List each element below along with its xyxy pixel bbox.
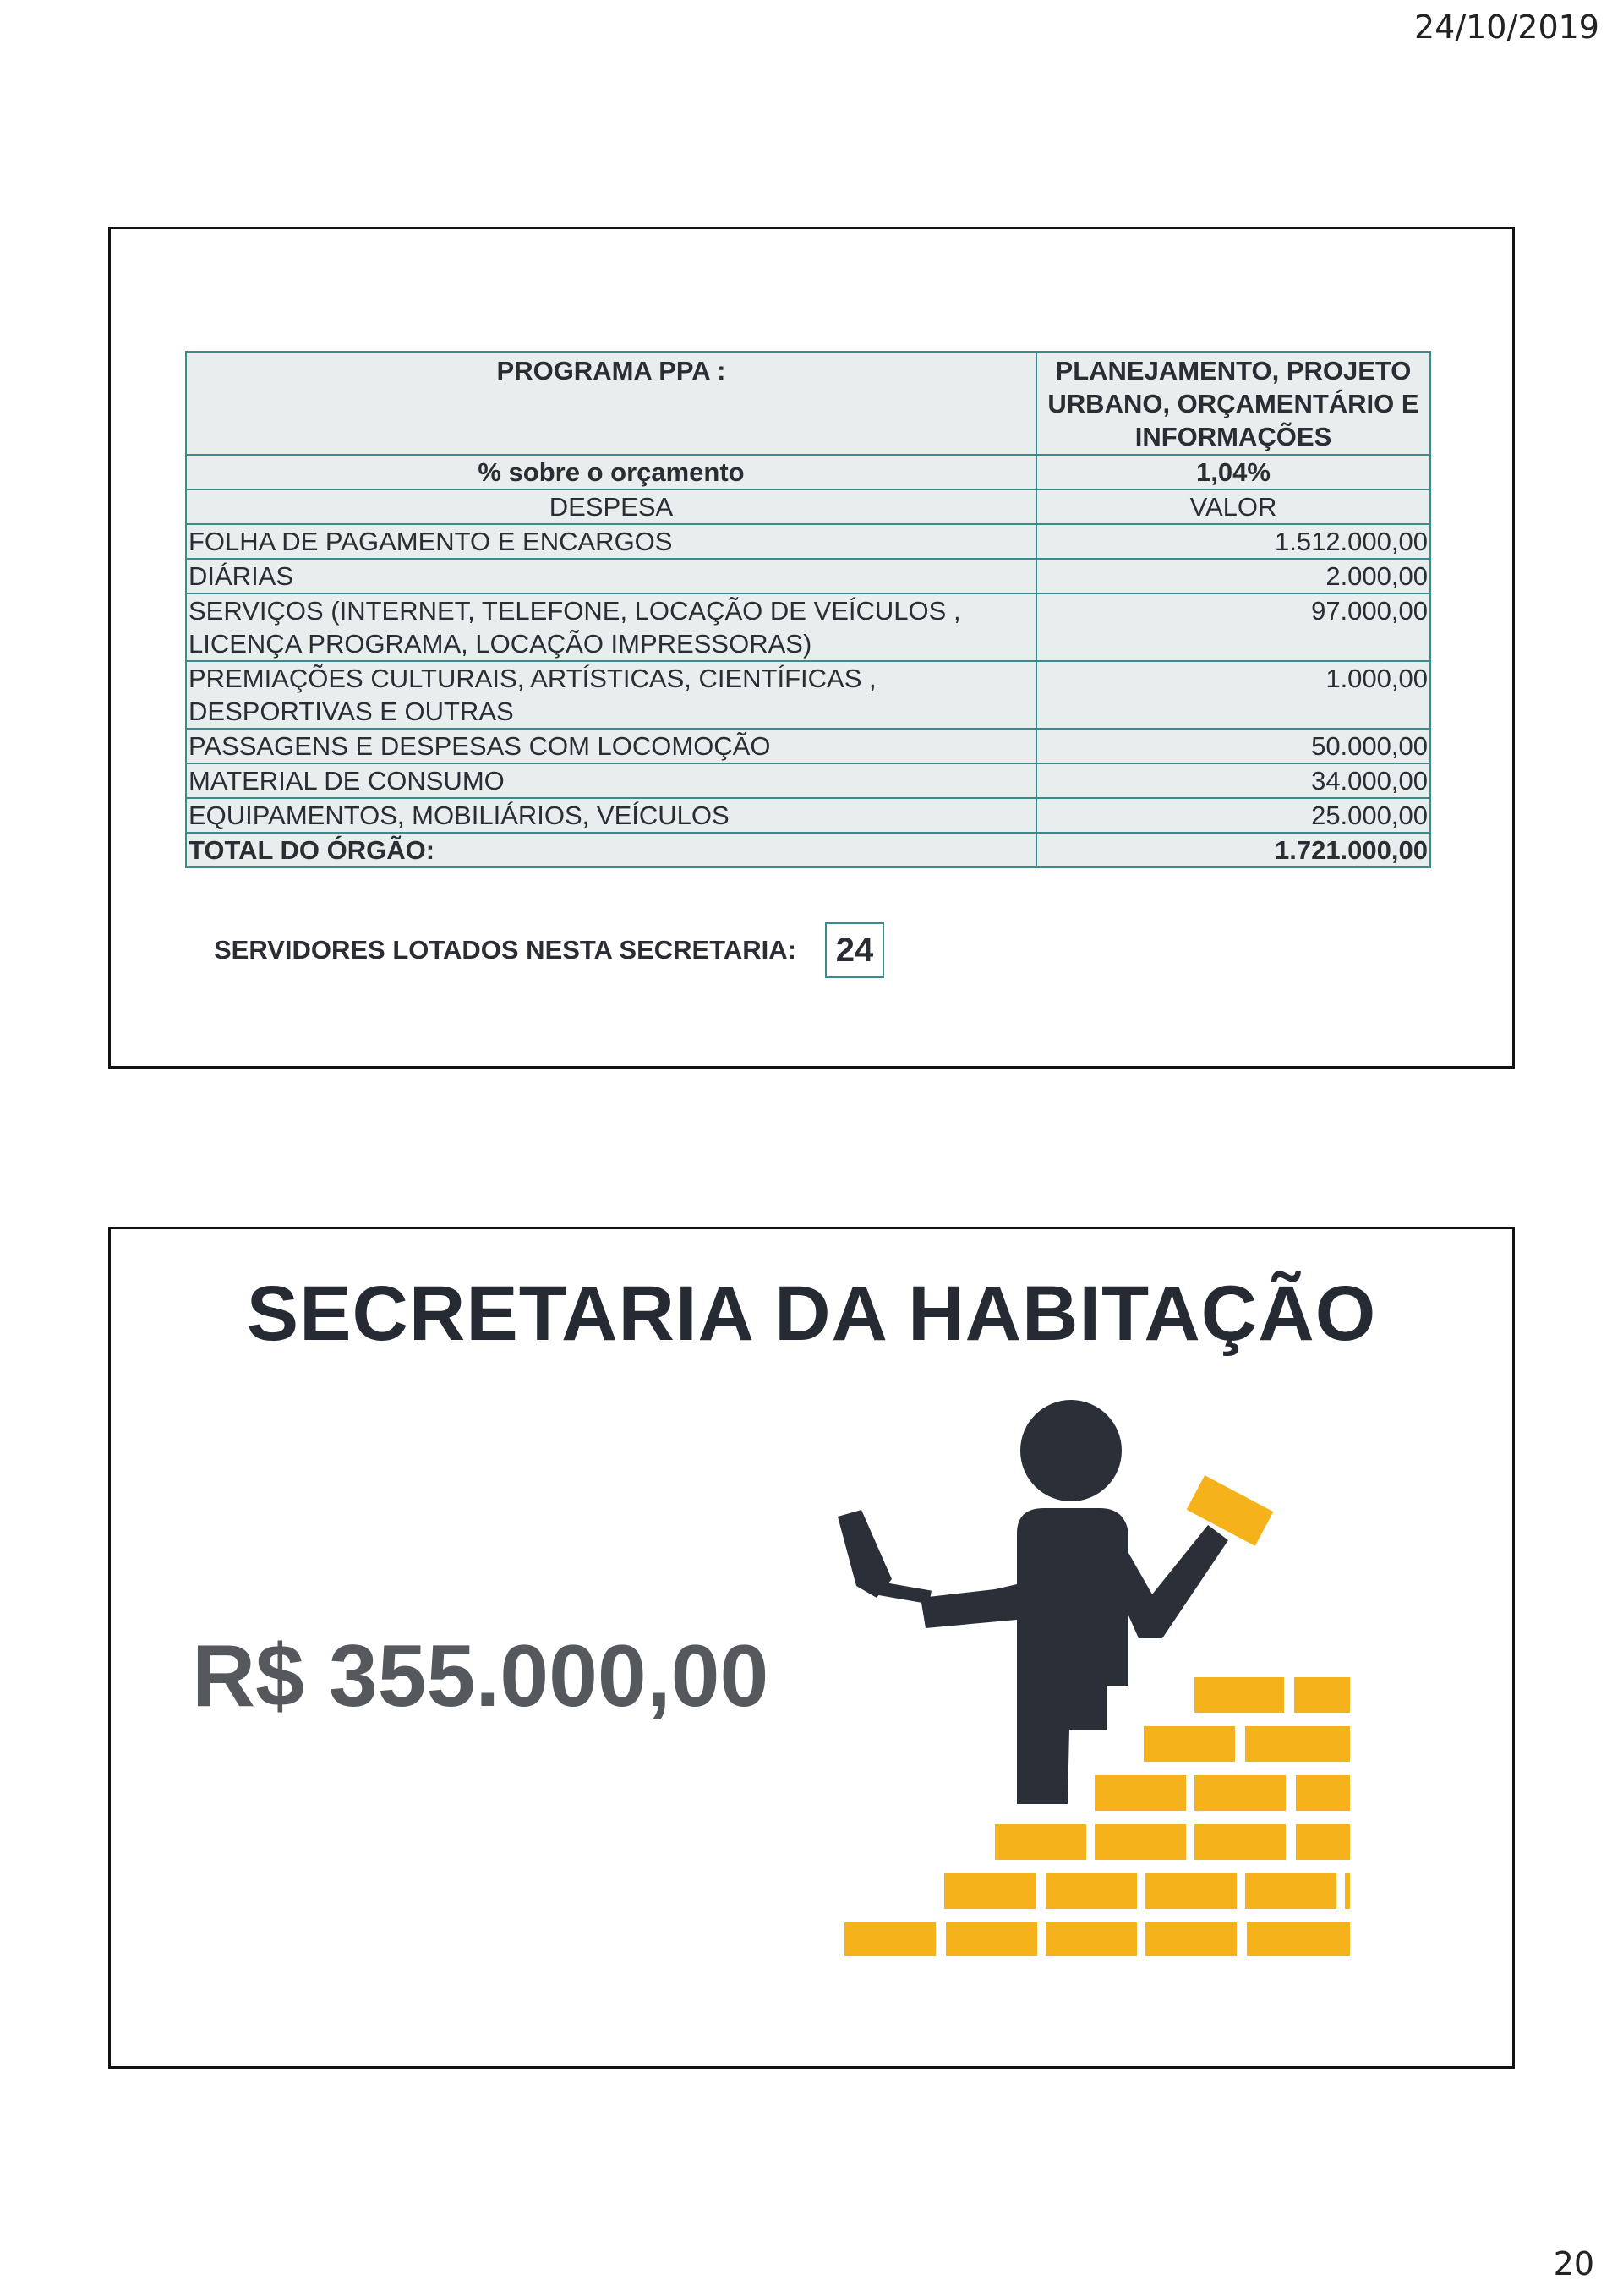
expense-value: 25.000,00 <box>1036 798 1430 833</box>
column-header-value: VALOR <box>1036 489 1430 524</box>
table-row <box>186 729 1430 763</box>
table-header-row <box>186 352 1430 455</box>
expense-label: SERVIÇOS (INTERNET, TELEFONE, LOCAÇÃO DE VEÍCULOS , LICENÇA PROGRAMA, LOCAÇÃO IMPRESSORAS) <box>186 593 1036 661</box>
held-brick-icon <box>1187 1475 1274 1546</box>
expense-label: MATERIAL DE CONSUMO <box>186 763 1036 798</box>
expense-value: 2.000,00 <box>1036 559 1430 593</box>
table-row <box>186 798 1430 833</box>
percent-row <box>186 455 1430 489</box>
budget-table <box>185 351 1431 868</box>
slide-title: SECRETARIA DA HABITAÇÃO <box>246 1271 1377 1357</box>
expense-label: DIÁRIAS <box>186 559 1036 593</box>
expense-label: FOLHA DE PAGAMENTO E ENCARGOS <box>186 524 1036 559</box>
total-value: 1.721.000,00 <box>1036 833 1430 867</box>
slide-budget-table <box>108 227 1515 1069</box>
table-row <box>186 593 1430 661</box>
expense-value: 97.000,00 <box>1036 593 1430 661</box>
program-label: PROGRAMA PPA : <box>186 352 1036 455</box>
expense-label: PASSAGENS E DESPESAS COM LOCOMOÇÃO <box>186 729 1036 763</box>
slide-housing <box>108 1227 1515 2069</box>
expense-value: 1.000,00 <box>1036 661 1430 729</box>
servers-row <box>214 922 884 978</box>
percent-label: % sobre o orçamento <box>186 455 1036 489</box>
total-row <box>186 833 1430 867</box>
column-header-row <box>186 489 1430 524</box>
expense-value: 34.000,00 <box>1036 763 1430 798</box>
table-row <box>186 763 1430 798</box>
page-number: 20 <box>1553 2245 1594 2282</box>
bricklayer-figure-icon <box>838 1398 1379 1956</box>
servers-count: 24 <box>825 922 884 978</box>
page-date: 24/10/2019 <box>1413 8 1599 46</box>
program-name: PLANEJAMENTO, PROJETO URBANO, ORÇAMENTÁRIO E INFORMAÇÕES <box>1036 352 1430 455</box>
total-label: TOTAL DO ÓRGÃO: <box>186 833 1036 867</box>
table-row <box>186 661 1430 729</box>
budget-amount: R$ 355.000,00 <box>192 1627 769 1725</box>
expense-label: EQUIPAMENTOS, MOBILIÁRIOS, VEÍCULOS <box>186 798 1036 833</box>
servers-label: SERVIDORES LOTADOS NESTA SECRETARIA: <box>214 935 796 965</box>
expense-value: 50.000,00 <box>1036 729 1430 763</box>
percent-value: 1,04% <box>1036 455 1430 489</box>
expense-label: PREMIAÇÕES CULTURAIS, ARTÍSTICAS, CIENTÍFICAS , DESPORTIVAS E OUTRAS <box>186 661 1036 729</box>
expense-value: 1.512.000,00 <box>1036 524 1430 559</box>
column-header-expense: DESPESA <box>186 489 1036 524</box>
table-row <box>186 559 1430 593</box>
table-row <box>186 524 1430 559</box>
